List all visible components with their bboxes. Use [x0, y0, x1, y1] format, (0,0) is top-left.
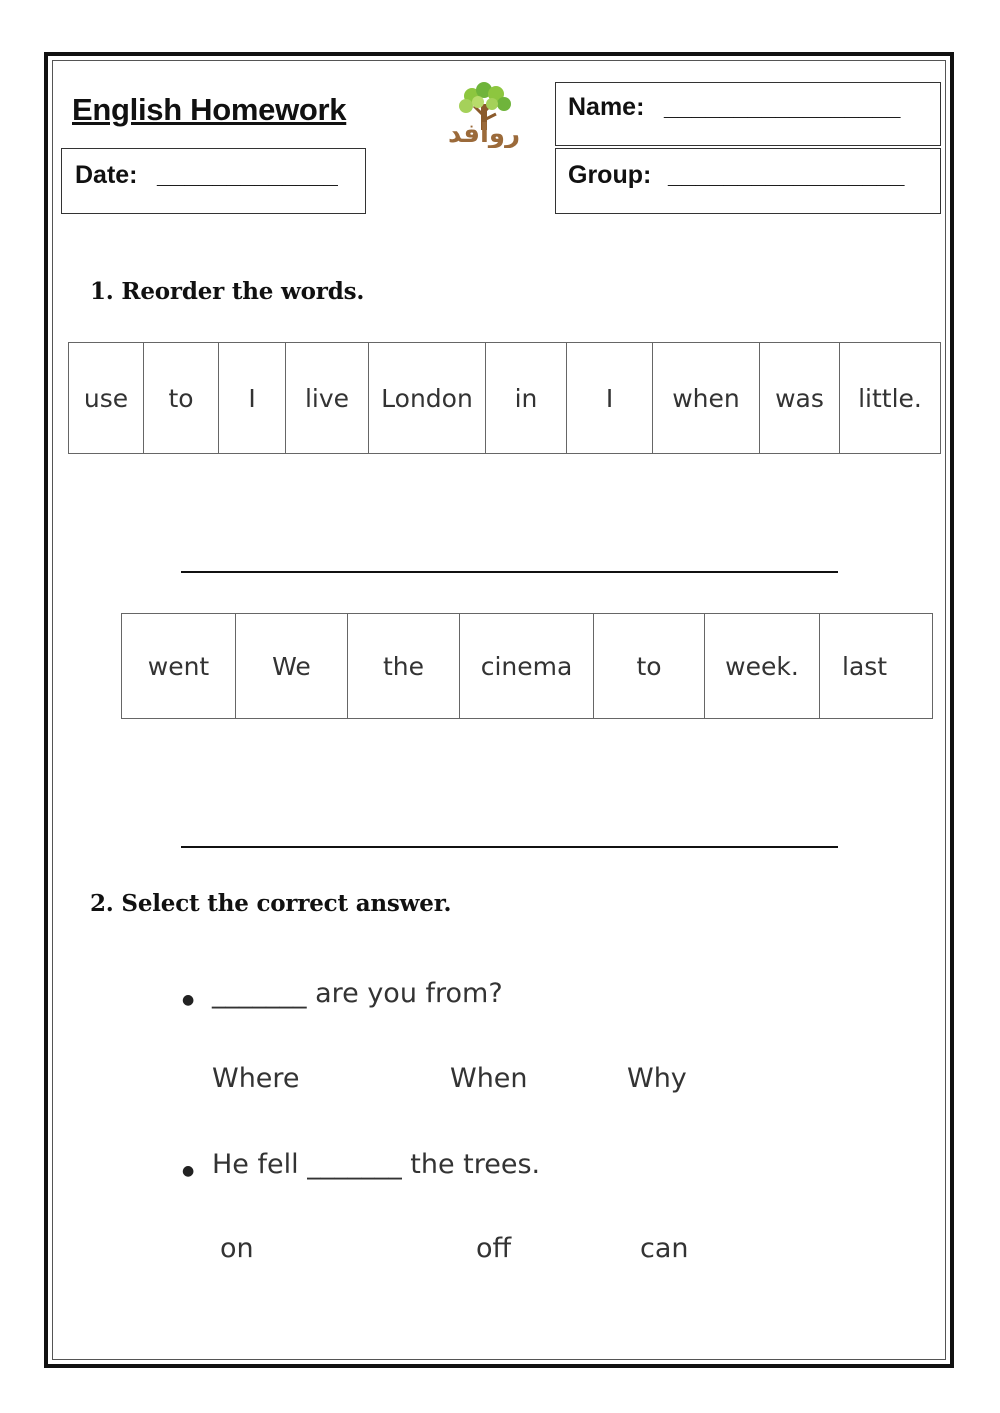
option-why[interactable]: Why [627, 1063, 687, 1094]
date-box[interactable] [61, 148, 366, 214]
word-table-2 [121, 613, 933, 719]
word-tile[interactable]: last [820, 614, 933, 719]
word-tile[interactable]: in [486, 343, 567, 454]
date-blank: _____________ [157, 161, 338, 189]
bullet-icon: ● [182, 1163, 195, 1179]
option-when[interactable]: When [450, 1063, 528, 1094]
word-tile[interactable]: We [236, 614, 348, 719]
question-2-after: the trees. [401, 1149, 541, 1180]
name-blank: _________________ [664, 93, 901, 121]
group-blank: _________________ [668, 161, 905, 189]
word-tile[interactable]: live [286, 343, 369, 454]
question-1 [212, 978, 503, 1009]
section2-heading: 2. Select the correct answer. [90, 890, 452, 917]
option-on[interactable]: on [220, 1233, 254, 1264]
question-1-text: are you from? [306, 978, 503, 1009]
section1-heading: 1. Reorder the words. [90, 278, 365, 305]
answer-line-1[interactable] [181, 571, 838, 573]
logo-text: روافد [447, 119, 521, 148]
word-tile[interactable]: to [594, 614, 705, 719]
option-where[interactable]: Where [212, 1063, 300, 1094]
option-off[interactable]: off [476, 1233, 512, 1264]
question-2 [212, 1149, 540, 1180]
bullet-icon: ● [182, 992, 195, 1008]
word-tile[interactable]: to [144, 343, 219, 454]
worksheet-title: English Homework [72, 92, 347, 127]
word-tile[interactable]: I [567, 343, 653, 454]
word-tile[interactable]: use [69, 343, 144, 454]
word-tile[interactable]: went [122, 614, 236, 719]
word-tile[interactable]: was [760, 343, 840, 454]
word-tile[interactable]: the [348, 614, 460, 719]
group-box[interactable] [555, 148, 941, 214]
word-tile[interactable]: cinema [460, 614, 594, 719]
word-tile[interactable]: little. [840, 343, 941, 454]
date-label: Date: [75, 161, 138, 189]
word-tile[interactable]: week. [705, 614, 820, 719]
school-logo [430, 82, 540, 148]
question-2-before: He fell [212, 1149, 308, 1180]
group-label: Group: [568, 161, 652, 189]
option-can[interactable]: can [640, 1233, 689, 1264]
word-tile[interactable]: when [653, 343, 760, 454]
word-tile[interactable]: I [219, 343, 286, 454]
tree-logo-icon [430, 82, 540, 148]
question-1-blank[interactable]: _______ [212, 978, 307, 1009]
word-table-1 [68, 342, 941, 454]
question-2-blank[interactable]: _______ [307, 1149, 402, 1180]
name-box[interactable] [555, 82, 941, 146]
answer-line-2[interactable] [181, 846, 838, 848]
name-label: Name: [568, 93, 645, 121]
word-tile[interactable]: London [369, 343, 486, 454]
